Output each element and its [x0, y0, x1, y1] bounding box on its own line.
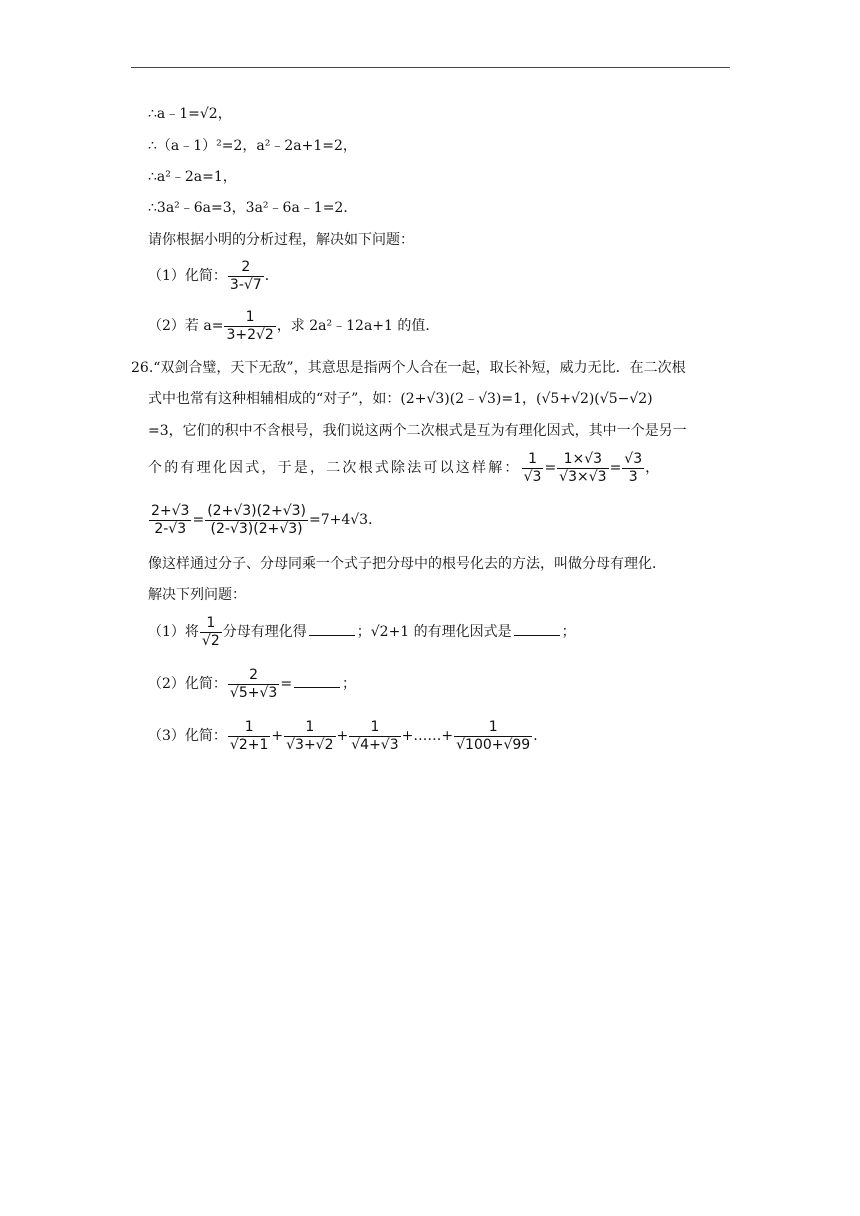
step-line-3: ∴a²﹣2a=1， [148, 169, 237, 185]
instruction-line: 请你根据小明的分析过程，解决如下问题： [148, 232, 414, 248]
fraction: $\frac{2+√3}{2-√3}$ [151, 502, 190, 537]
rationalize-definition: 像这样通过分子、分母同乘一个式子把分母中的根号化去的方法，叫做分母有理化． [148, 556, 666, 572]
header-rule [131, 67, 730, 68]
problem-26-line-2: 式中也常有这种相辅相成的“对子”，如：(2+√3)(2﹣√3)=1，(√5+√2)(√5−√2) [148, 391, 653, 407]
fraction: $\frac{1\times√3}{√3\times√3}$ [559, 450, 607, 485]
worked-example: $\frac{2+√3}{2-√3}$ = $\frac{(2+√3)(2+√3)}{(2-√3)(2+√3)}$ =7+4√3． [151, 502, 383, 537]
fraction: $\frac{(2+√3)(2+√3)}{(2-√3)(2+√3)}$ [207, 502, 306, 537]
sub-question-2: （2）化简： $\frac{2}{√5+√3}$ = ； [148, 666, 357, 701]
fraction: $\frac{1}{3+2√2}$ [226, 308, 274, 343]
answer-blank[interactable] [309, 621, 355, 636]
fraction: $\frac{1}{√4+√3}$ [351, 718, 399, 753]
step-line-1: ∴a﹣1=√2， [148, 106, 232, 122]
fraction: $\frac{1}{√100+√99}$ [456, 718, 531, 753]
fraction: $\frac{1}{√3}$ [523, 450, 542, 485]
question-2: （2）若 a= $\frac{1}{3+2√2}$ ，求 2a²﹣12a+1 的值． [148, 308, 440, 343]
question-1: （1）化简： $\frac{2}{3-√7}$ ． [148, 258, 279, 293]
fraction: $\frac{1}{√3+√2}$ [286, 718, 334, 753]
answer-blank[interactable] [294, 673, 340, 688]
problem-26-line-1: 26.“双剑合璧，天下无敌”，其意思是指两个人合在一起，取长补短，威力无比．在二次根 [131, 360, 686, 376]
sub-question-3: （3）化简： $\frac{1}{√2+1}$ + $\frac{1}{√3+√2}$ + $\frac{1}{√4+√3}$ +……+ $\frac{1}{√100+√99}$ ． [148, 718, 548, 753]
fraction: $\frac{1}{√2+1}$ [229, 718, 269, 753]
problem-26-line-3: =3，它们的积中不含根号，我们说这两个二次根式是互为有理化因式，其中一个是另一 [148, 423, 687, 439]
fraction: $\frac{2}{√5+√3}$ [229, 666, 278, 701]
fraction: $\frac{2}{3-√7}$ [229, 258, 262, 293]
problem-26-line-4: 个的有理化因式，于是，二次根式除法可以这样解： $\frac{1}{√3}$ = $\frac{1\times√3}{√3\times√3}$ = $\frac{√3}{3}$ ， [148, 450, 660, 485]
sub-question-1: （1）将 $\frac{1}{√2}$ 分母有理化得 ；√2+1 的有理化因式是 ； [148, 614, 576, 649]
answer-blank[interactable] [514, 621, 560, 636]
fraction: $\frac{√3}{3}$ [624, 450, 643, 485]
step-line-4: ∴3a²﹣6a=3，3a²﹣6a﹣1=2． [148, 200, 358, 216]
solve-heading: 解决下列问题： [148, 587, 246, 603]
step-line-2: ∴（a﹣1）²=2，a²﹣2a+1=2， [148, 138, 357, 154]
fraction: $\frac{1}{√2}$ [201, 614, 220, 649]
